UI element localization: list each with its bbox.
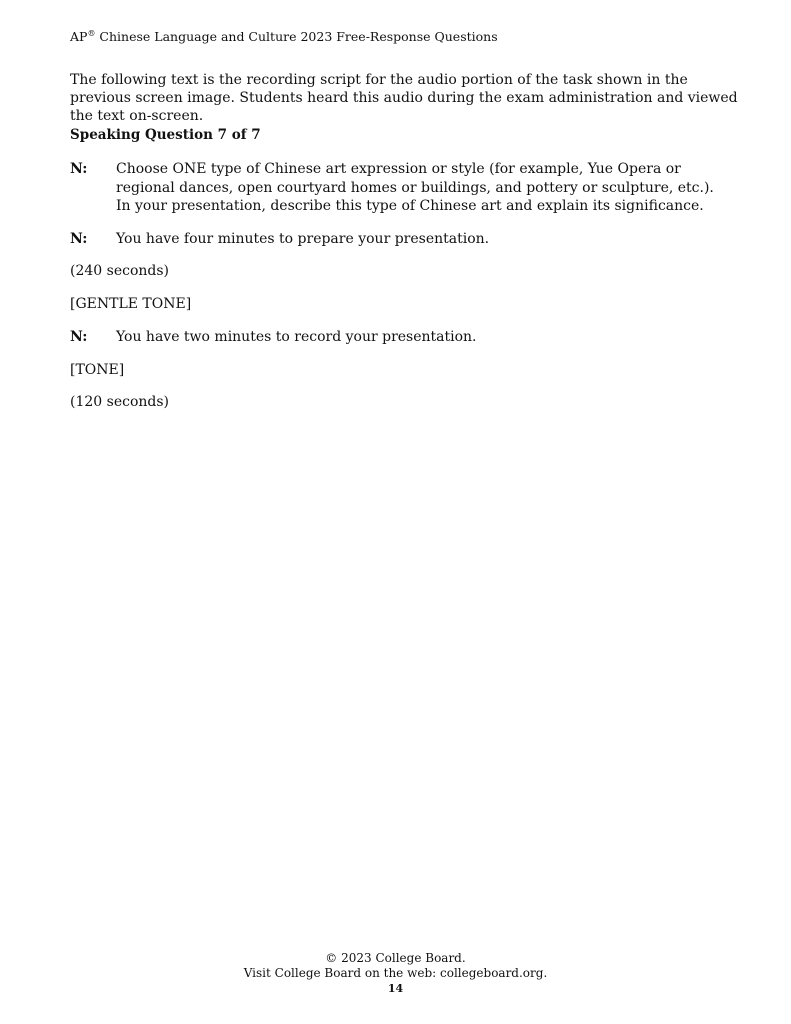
speech-text: Choose ONE type of Chinese art expression or style (for example, Yue Opera or regional dances, open courtyard homes or buildings, and pottery or sculpture, etc.). In your presentation, describe this type of Chinese art and explain its significance. — [116, 161, 714, 214]
page-footer — [0, 951, 791, 996]
footer-visit: Visit College Board on the web: collegeboard.org. — [243, 966, 548, 980]
registered-mark: ® — [87, 28, 96, 38]
speaker-label: N: — [70, 329, 88, 345]
intro-paragraph: The following text is the recording script for the audio portion of the task shown in the previous screen image. Students heard this audio during the exam administration and viewed the text on-screen. — [70, 72, 738, 124]
speaker-label: N: — [70, 231, 88, 247]
header-title: Chinese Language and Culture 2023 Free-Response Questions — [95, 29, 498, 44]
speech-text: You have four minutes to prepare your presentation. — [116, 231, 490, 247]
timing-cue: (240 seconds) — [70, 263, 169, 279]
tone-cue: [TONE] — [70, 362, 125, 378]
speaker-label: N: — [70, 161, 88, 177]
header-prefix: AP — [70, 29, 88, 44]
timing-cue: (120 seconds) — [70, 394, 169, 410]
tone-cue: [GENTLE TONE] — [70, 296, 192, 312]
question-title: Speaking Question 7 of 7 — [70, 127, 261, 143]
script-line-3 — [70, 328, 730, 347]
page-header — [70, 29, 498, 44]
script-line-1 — [70, 160, 730, 216]
footer-copyright: © 2023 College Board. — [325, 951, 466, 965]
script-line-2 — [70, 230, 730, 249]
page-number: 14 — [387, 982, 404, 995]
speech-text: You have two minutes to record your presentation. — [116, 329, 477, 345]
